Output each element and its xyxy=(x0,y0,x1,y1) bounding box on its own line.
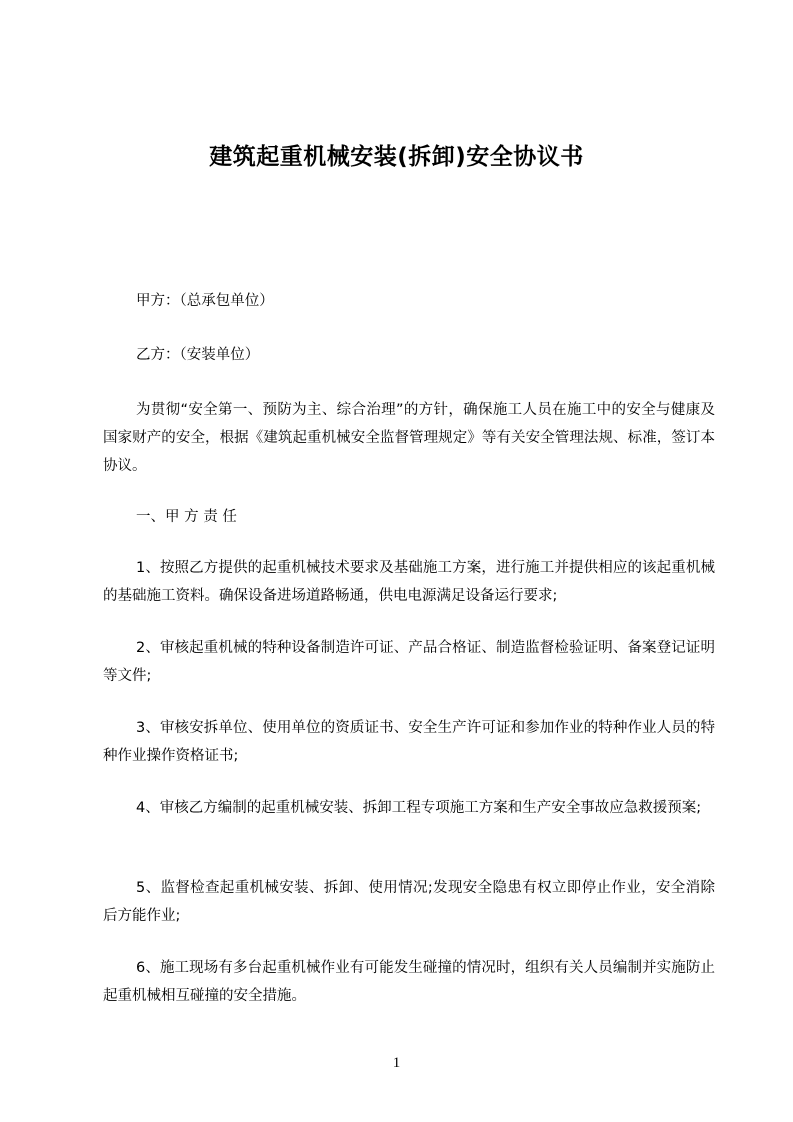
list-item: 3、审核安拆单位、使用单位的资质证书、安全生产许可证和参加作业的特种作业人员的特种作业操作资格证书; xyxy=(103,720,715,764)
list-item: 6、施工现场有多台起重机械作业有可能发生碰撞的情况时，组织有关人员编制并实施防止起重机械相互碰撞的安全措施。 xyxy=(103,960,715,1004)
list-item: 4、审核乙方编制的起重机械安装、拆卸工程专项施工方案和生产安全事故应急救援预案; xyxy=(136,800,702,816)
section-heading-party-a-responsibilities: 一、甲 方 责 任 xyxy=(136,509,237,525)
list-item: 1、按照乙方提供的起重机械技术要求及基础施工方案，进行施工并提供相应的该起重机械的基础施工资料。确保设备进场道路畅通，供电电源满足设备运行要求; xyxy=(103,560,715,604)
party-a-line: 甲方：（总承包单位） xyxy=(136,293,274,309)
list-item: 5、监督检查起重机械安装、拆卸、使用情况;发现安全隐患有权立即停止作业，安全消除后方能作业; xyxy=(103,880,715,924)
intro-paragraph: 为贯彻“安全第一、预防为主、综合治理”的方针，确保施工人员在施工中的安全与健康及国家财产的安全，根据《建筑起重机械安全监督管理规定》等有关安全管理法规、标准，签订本协议。 xyxy=(103,402,715,474)
party-b-line: 乙方：（安装单位） xyxy=(136,347,260,363)
list-item: 2、审核起重机械的特种设备制造许可证、产品合格证、制造监督检验证明、备案登记证明等文件; xyxy=(103,640,715,684)
page-number: 1 xyxy=(392,1055,401,1071)
page-title: 建筑起重机械安装(拆卸)安全协议书 xyxy=(209,144,584,170)
